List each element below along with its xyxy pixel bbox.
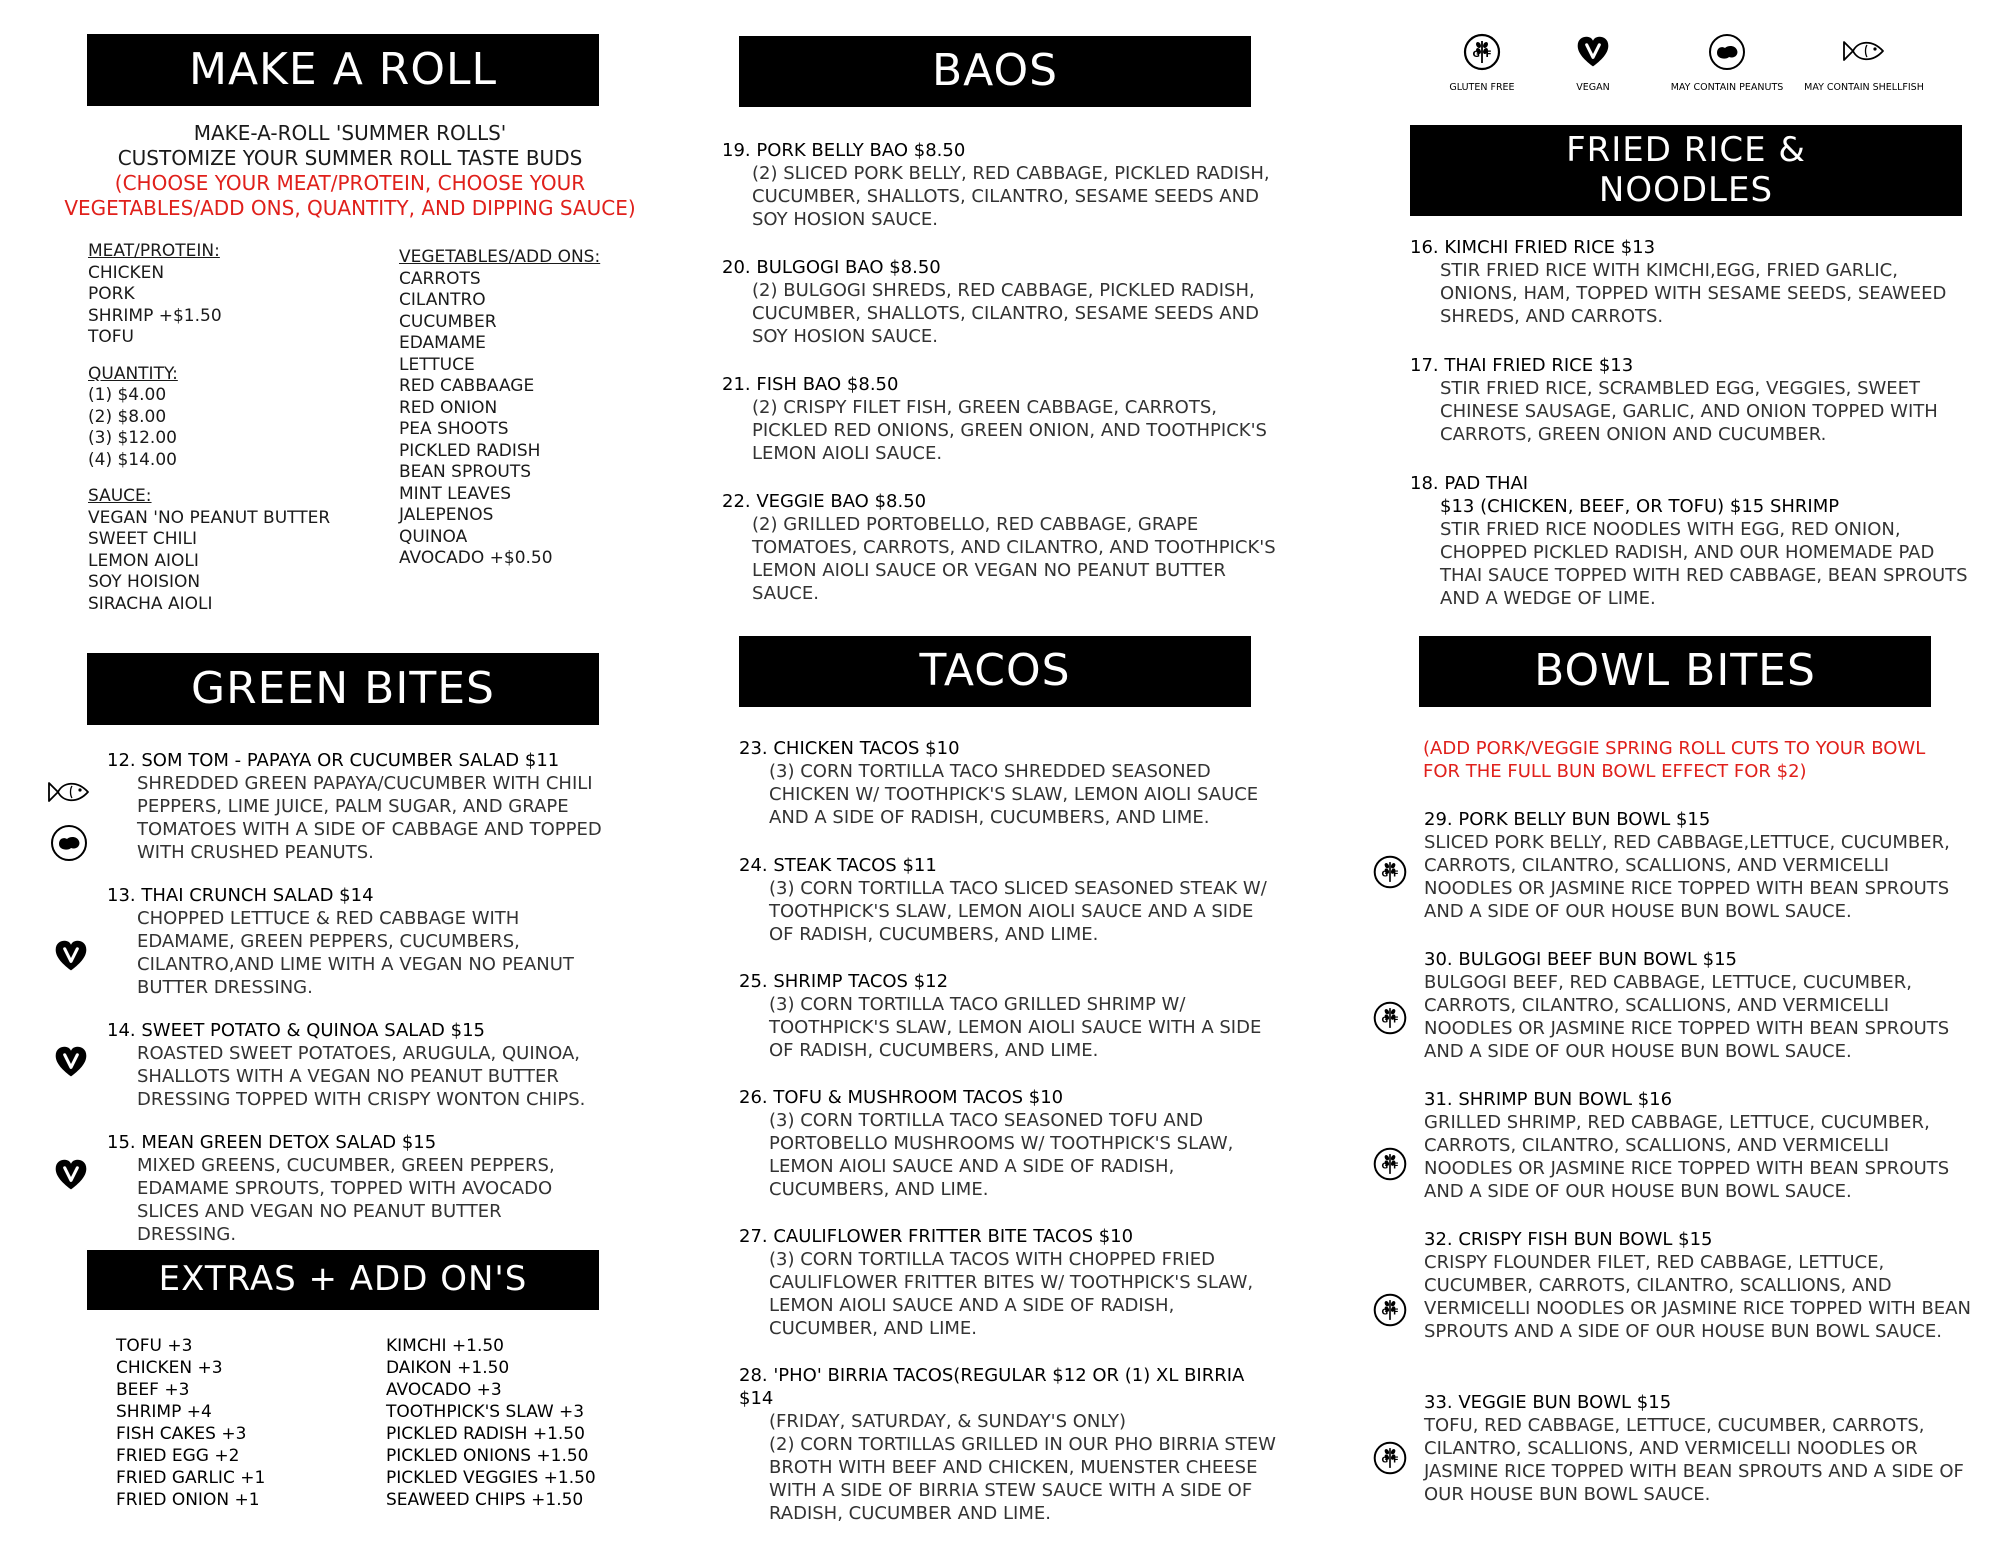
item-title: 12. SOM TOM - PAPAYA OR CUCUMBER SALAD $11 xyxy=(107,750,560,771)
extra-item: CHICKEN +3 xyxy=(116,1358,223,1378)
menu-item xyxy=(107,1019,607,1111)
vegan-icon xyxy=(53,1044,89,1080)
veg-option: CILANTRO xyxy=(399,290,486,310)
item-title: 23. CHICKEN TACOS $10 xyxy=(739,738,960,759)
item-subtitle: $13 (CHICKEN, BEEF, OR TOFU) $15 SHRIMP xyxy=(1440,496,1840,517)
item-availability-note: (FRIDAY, SATURDAY, & SUNDAY'S ONLY) xyxy=(769,1411,1127,1432)
item-title: 17. THAI FRIED RICE $13 xyxy=(1410,355,1634,376)
roll-left-column xyxy=(88,241,330,615)
extra-item: TOOTHPICK'S SLAW +3 xyxy=(386,1402,585,1422)
menu-item xyxy=(739,737,1279,829)
vegan-icon xyxy=(53,1157,89,1193)
veg-option: LETTUCE xyxy=(399,354,475,375)
green-bites-banner: GREEN BITES xyxy=(87,653,599,725)
veg-option: RED ONION xyxy=(399,397,498,418)
bowl-bites-note: (ADD PORK/VEGGIE SPRING ROLL CUTS TO YOUR BOWL FOR THE FULL BUN BOWL EFFECT FOR $2) xyxy=(1423,738,1926,782)
veg-option: MINT LEAVES xyxy=(399,483,512,504)
make-a-roll-banner: MAKE A ROLL xyxy=(87,34,599,106)
item-title: 29. PORK BELLY BUN BOWL $15 xyxy=(1424,809,1711,830)
item-title: 27. CAULIFLOWER FRITTER BITE TACOS $10 xyxy=(739,1226,1134,1247)
quantity-option: (2) $8.00 xyxy=(88,406,167,427)
extra-item: FRIED EGG +2 xyxy=(116,1446,240,1466)
extras-banner: EXTRAS + ADD ON'S xyxy=(87,1250,599,1310)
menu-item xyxy=(107,749,607,864)
veg-option: AVOCADO +$0.50 xyxy=(399,548,553,568)
item-description: ROASTED SWEET POTATOES, ARUGULA, QUINOA, SHALLOTS WITH A VEGAN NO PEANUT BUTTER DRESSING TOPPED WITH CRISPY WONTON CHIPS. xyxy=(137,1043,586,1110)
veg-option: JALEPENOS xyxy=(399,505,494,525)
veg-option: RED CABBAAGE xyxy=(399,376,535,396)
meat-option: PORK xyxy=(88,284,135,304)
extra-item: PICKLED ONIONS +1.50 xyxy=(386,1446,589,1466)
menu-item xyxy=(1410,1228,1980,1343)
item-description: (3) CORN TORTILLA TACO GRILLED SHRIMP W/ TOOTHPICK'S SLAW, LEMON AIOLI SAUCE WITH A SIDE OF RADISH, CUCUMBERS, AND LIME. xyxy=(769,994,1262,1061)
extra-item: SEAWEED CHIPS +1.50 xyxy=(386,1490,584,1510)
gluten-free-icon xyxy=(1372,1292,1408,1328)
item-title: 28. 'PHO' BIRRIA TACOS(REGULAR $12 OR (1) XL BIRRIA $14 xyxy=(739,1365,1245,1409)
quantity-option: (1) $4.00 xyxy=(88,385,167,405)
item-title: 24. STEAK TACOS $11 xyxy=(739,855,937,876)
item-title: 18. PAD THAI xyxy=(1410,473,1529,494)
baos-banner: BAOS xyxy=(739,36,1251,107)
menu-item xyxy=(1410,236,1970,328)
item-title: 14. SWEET POTATO & QUINOA SALAD $15 xyxy=(107,1020,485,1041)
extra-item: SHRIMP +4 xyxy=(116,1402,212,1422)
peanut-icon xyxy=(1707,32,1747,72)
extra-item: FRIED ONION +1 xyxy=(116,1490,260,1510)
item-title: 25. SHRIMP TACOS $12 xyxy=(739,971,949,992)
menu-item xyxy=(1410,948,1980,1063)
extra-item: FRIED GARLIC +1 xyxy=(116,1468,266,1488)
sauce-option: VEGAN 'NO PEANUT BUTTER xyxy=(88,507,331,528)
sauce-option: SWEET CHILI xyxy=(88,529,198,549)
item-description: GRILLED SHRIMP, RED CABBAGE, LETTUCE, CUCUMBER, CARROTS, CILANTRO, SCALLIONS, AND VERMICELLI NOODLES OR JASMINE RICE TOPPED WITH BEAN SPROUTS AND A SIDE OF OUR HOUSE BUN BOWL SAUCE. xyxy=(1424,1112,1950,1202)
make-a-roll-intro xyxy=(40,121,660,221)
menu-item xyxy=(107,884,607,999)
veg-heading: VEGETABLES/ADD ONS: xyxy=(399,247,601,267)
extras-right-list xyxy=(386,1335,596,1511)
sauce-option: LEMON AIOLI xyxy=(88,550,199,571)
legend-label-peanuts: MAY CONTAIN PEANUTS xyxy=(1670,82,1784,93)
intro-line-2: CUSTOMIZE YOUR SUMMER ROLL TASTE BUDS xyxy=(117,146,583,170)
item-description: (3) CORN TORTILLA TACOS WITH CHOPPED FRIED CAULIFLOWER FRITTER BITES W/ TOOTHPICK'S SLAW, LEMON AIOLI SAUCE AND A SIDE OF RADISH, CUCUMBER, AND LIME. xyxy=(769,1249,1254,1339)
shellfish-icon xyxy=(1840,34,1888,68)
menu-item xyxy=(739,1225,1279,1340)
extra-item: TOFU +3 xyxy=(116,1336,193,1356)
item-description: (3) CORN TORTILLA TACO SEASONED TOFU AND PORTOBELLO MUSHROOMS W/ TOOTHPICK'S SLAW, LEMON AIOLI SAUCE AND A SIDE OF RADISH, CUCUMBERS, AND LIME. xyxy=(769,1110,1234,1200)
item-description: (2) BULGOGI SHREDS, RED CABBAGE, PICKLED RADISH, CUCUMBER, SHALLOTS, CILANTRO, SESAME SEEDS AND SOY HOSION SAUCE. xyxy=(752,280,1259,347)
veg-option: CARROTS xyxy=(399,268,481,289)
menu-item xyxy=(1410,1391,1980,1506)
quantity-option: (4) $14.00 xyxy=(88,449,177,470)
sauce-option: SOY HOISION xyxy=(88,572,201,592)
menu-item xyxy=(1410,354,1970,446)
item-description: TOFU, RED CABBAGE, LETTUCE, CUCUMBER, CARROTS, CILANTRO, SCALLIONS, AND VERMICELLI NOODLES OR JASMINE RICE TOPPED WITH BEAN SPROUTS AND A SIDE OF OUR HOUSE BUN BOWL SAUCE. xyxy=(1424,1415,1964,1505)
item-description: SLICED PORK BELLY, RED CABBAGE,LETTUCE, CUCUMBER, CARROTS, CILANTRO, SCALLIONS, AND VERMICELLI NOODLES OR JASMINE RICE TOPPED WITH BEAN SPROUTS AND A SIDE OF OUR HOUSE BUN BOWL SAUCE. xyxy=(1424,832,1950,922)
item-description: (2) GRILLED PORTOBELLO, RED CABBAGE, GRAPE TOMATOES, CARROTS, AND CILANTRO, AND TOOTHPICK'S LEMON AIOLI SAUCE OR VEGAN NO PEANUT BUTTER SAUCE. xyxy=(752,514,1276,604)
item-description: SHREDDED GREEN PAPAYA/CUCUMBER WITH CHILI PEPPERS, LIME JUICE, PALM SUGAR, AND GRAPE TOMATOES WITH A SIDE OF CABBAGE AND TOPPED WITH CRUSHED PEANUTS. xyxy=(137,773,602,863)
extra-item: BEEF +3 xyxy=(116,1380,190,1400)
extras-left-list xyxy=(116,1335,265,1511)
item-description: CRISPY FLOUNDER FILET, RED CABBAGE, LETTUCE, CUCUMBER, CARROTS, CILANTRO, SCALLIONS, AND VERMICELLI NOODLES OR JASMINE RICE TOPPED WITH BEAN SPROUTS AND A SIDE OF OUR HOUSE BUN BOWL SAUCE. xyxy=(1424,1252,1971,1342)
menu-item xyxy=(722,490,1282,605)
menu-item xyxy=(739,970,1279,1062)
item-description: (2) CORN TORTILLAS GRILLED IN OUR PHO BIRRIA STEW BROTH WITH BEEF AND CHICKEN, MUENSTER CHEESE WITH A SIDE OF BIRRIA STEW SAUCE WITH A SIDE OF RADISH, CUCUMBER AND LIME. xyxy=(769,1434,1276,1524)
extra-item: KIMCHI +1.50 xyxy=(386,1336,504,1356)
item-title: 21. FISH BAO $8.50 xyxy=(722,374,899,395)
extra-item: DAIKON +1.50 xyxy=(386,1358,510,1378)
roll-veg-column xyxy=(399,247,600,570)
item-title: 16. KIMCHI FRIED RICE $13 xyxy=(1410,237,1656,258)
gluten-free-icon xyxy=(1462,32,1502,72)
shellfish-icon xyxy=(45,775,93,809)
veg-option: PEA SHOOTS xyxy=(399,419,509,439)
fried-rice-title-line-1: FRIED RICE & xyxy=(1566,130,1806,171)
veg-option: PICKLED RADISH xyxy=(399,440,541,461)
veg-option: QUINOA xyxy=(399,526,468,547)
item-title: 30. BULGOGI BEEF BUN BOWL $15 xyxy=(1424,949,1737,970)
menu-item xyxy=(739,854,1279,946)
gluten-free-icon xyxy=(1372,1146,1408,1182)
veg-option: EDAMAME xyxy=(399,333,486,353)
fried-rice-banner xyxy=(1410,125,1962,216)
meat-option: TOFU xyxy=(88,327,134,347)
vegan-icon xyxy=(53,938,89,974)
menu-item xyxy=(739,1364,1279,1525)
menu-item xyxy=(107,1131,577,1246)
item-description: MIXED GREENS, CUCUMBER, GREEN PEPPERS, EDAMAME SPROUTS, TOPPED WITH AVOCADO SLICES AND VEGAN NO PEANUT BUTTER DRESSING. xyxy=(137,1155,555,1245)
legend-label-gluten-free: GLUTEN FREE xyxy=(1449,82,1515,93)
item-description: STIR FRIED RICE NOODLES WITH EGG, RED ONION, CHOPPED PICKLED RADISH, AND OUR HOMEMADE PAD THAI SAUCE TOPPED WITH RED CABBAGE, BEAN SPROUTS AND A WEDGE OF LIME. xyxy=(1440,519,1968,609)
fried-rice-title-line-2: NOODLES xyxy=(1598,169,1774,210)
item-title: 31. SHRIMP BUN BOWL $16 xyxy=(1424,1089,1673,1110)
item-description: (3) CORN TORTILLA TACO SHREDDED SEASONED CHICKEN W/ TOOTHPICK'S SLAW, LEMON AIOLI SAUCE AND A SIDE OF RADISH, CUCUMBERS, AND LIME. xyxy=(769,761,1259,828)
veg-option: BEAN SPROUTS xyxy=(399,462,532,482)
item-title: 13. THAI CRUNCH SALAD $14 xyxy=(107,885,374,906)
item-title: 20. BULGOGI BAO $8.50 xyxy=(722,257,941,278)
quantity-option: (3) $12.00 xyxy=(88,428,177,448)
item-description: CHOPPED LETTUCE & RED CABBAGE WITH EDAMAME, GREEN PEPPERS, CUCUMBERS, CILANTRO,AND LIME WITH A VEGAN NO PEANUT BUTTER DRESSING. xyxy=(137,908,574,998)
legend-label-shellfish: MAY CONTAIN SHELLFISH xyxy=(1804,82,1924,93)
item-title: 26. TOFU & MUSHROOM TACOS $10 xyxy=(739,1087,1064,1108)
item-description: (3) CORN TORTILLA TACO SLICED SEASONED STEAK W/ TOOTHPICK'S SLAW, LEMON AIOLI SAUCE AND A SIDE OF RADISH, CUCUMBERS, AND LIME. xyxy=(769,878,1267,945)
item-title: 32. CRISPY FISH BUN BOWL $15 xyxy=(1424,1229,1713,1250)
item-title: 22. VEGGIE BAO $8.50 xyxy=(722,491,927,512)
sauce-option: SIRACHA AIOLI xyxy=(88,593,213,614)
meat-option: CHICKEN xyxy=(88,262,165,283)
item-description: STIR FRIED RICE, SCRAMBLED EGG, VEGGIES, SWEET CHINESE SAUSAGE, GARLIC, AND ONION TOPPED WITH CARROTS, GREEN ONION AND CUCUMBER. xyxy=(1440,378,1938,445)
peanut-icon xyxy=(49,823,89,863)
menu-item xyxy=(1410,472,1970,610)
gluten-free-icon xyxy=(1372,854,1408,890)
item-title: 19. PORK BELLY BAO $8.50 xyxy=(722,140,966,161)
sauce-heading: SAUCE: xyxy=(88,486,152,506)
legend-label-vegan: VEGAN xyxy=(1576,82,1610,93)
tacos-banner: TACOS xyxy=(739,636,1251,707)
veg-option: CUCUMBER xyxy=(399,311,497,332)
menu-item xyxy=(722,139,1282,231)
extra-item: FISH CAKES +3 xyxy=(116,1424,247,1444)
gluten-free-icon xyxy=(1372,1440,1408,1476)
menu-item xyxy=(722,373,1282,465)
gluten-free-icon xyxy=(1372,1000,1408,1036)
extra-item: PICKLED VEGGIES +1.50 xyxy=(386,1468,596,1488)
item-description: (2) SLICED PORK BELLY, RED CABBAGE, PICKLED RADISH, CUCUMBER, SHALLOTS, CILANTRO, SESAME SEEDS AND SOY HOSION SAUCE. xyxy=(752,163,1270,230)
item-description: STIR FRIED RICE WITH KIMCHI,EGG, FRIED GARLIC, ONIONS, HAM, TOPPED WITH SESAME SEEDS, SEAWEED SHREDS, AND CARROTS. xyxy=(1440,260,1947,327)
extra-item: PICKLED RADISH +1.50 xyxy=(386,1424,585,1444)
meat-heading: MEAT/PROTEIN: xyxy=(88,241,220,261)
bowl-bites-banner: BOWL BITES xyxy=(1419,636,1931,707)
item-title: 33. VEGGIE BUN BOWL $15 xyxy=(1424,1392,1672,1413)
extra-item: AVOCADO +3 xyxy=(386,1380,502,1400)
quantity-heading: QUANTITY: xyxy=(88,363,178,384)
item-description: BULGOGI BEEF, RED CABBAGE, LETTUCE, CUCUMBER, CARROTS, CILANTRO, SCALLIONS, AND VERMICELLI NOODLES OR JASMINE RICE TOPPED WITH BEAN SPROUTS AND A SIDE OF OUR HOUSE BUN BOWL SAUCE. xyxy=(1424,972,1950,1062)
item-title: 15. MEAN GREEN DETOX SALAD $15 xyxy=(107,1132,437,1153)
menu-item xyxy=(1410,808,1980,923)
vegan-icon xyxy=(1575,34,1611,70)
menu-item xyxy=(1410,1088,1980,1203)
meat-option: SHRIMP +$1.50 xyxy=(88,305,222,326)
intro-line-1: MAKE-A-ROLL 'SUMMER ROLLS' xyxy=(193,121,507,145)
intro-instructions: (CHOOSE YOUR MEAT/PROTEIN, CHOOSE YOUR VEGETABLES/ADD ONS, QUANTITY, AND DIPPING SAUCE) xyxy=(64,171,636,220)
menu-item xyxy=(722,256,1282,348)
item-description: (2) CRISPY FILET FISH, GREEN CABBAGE, CARROTS, PICKLED RED ONIONS, GREEN ONION, AND TOOTHPICK'S LEMON AIOLI SAUCE. xyxy=(752,397,1267,464)
menu-item xyxy=(739,1086,1279,1201)
